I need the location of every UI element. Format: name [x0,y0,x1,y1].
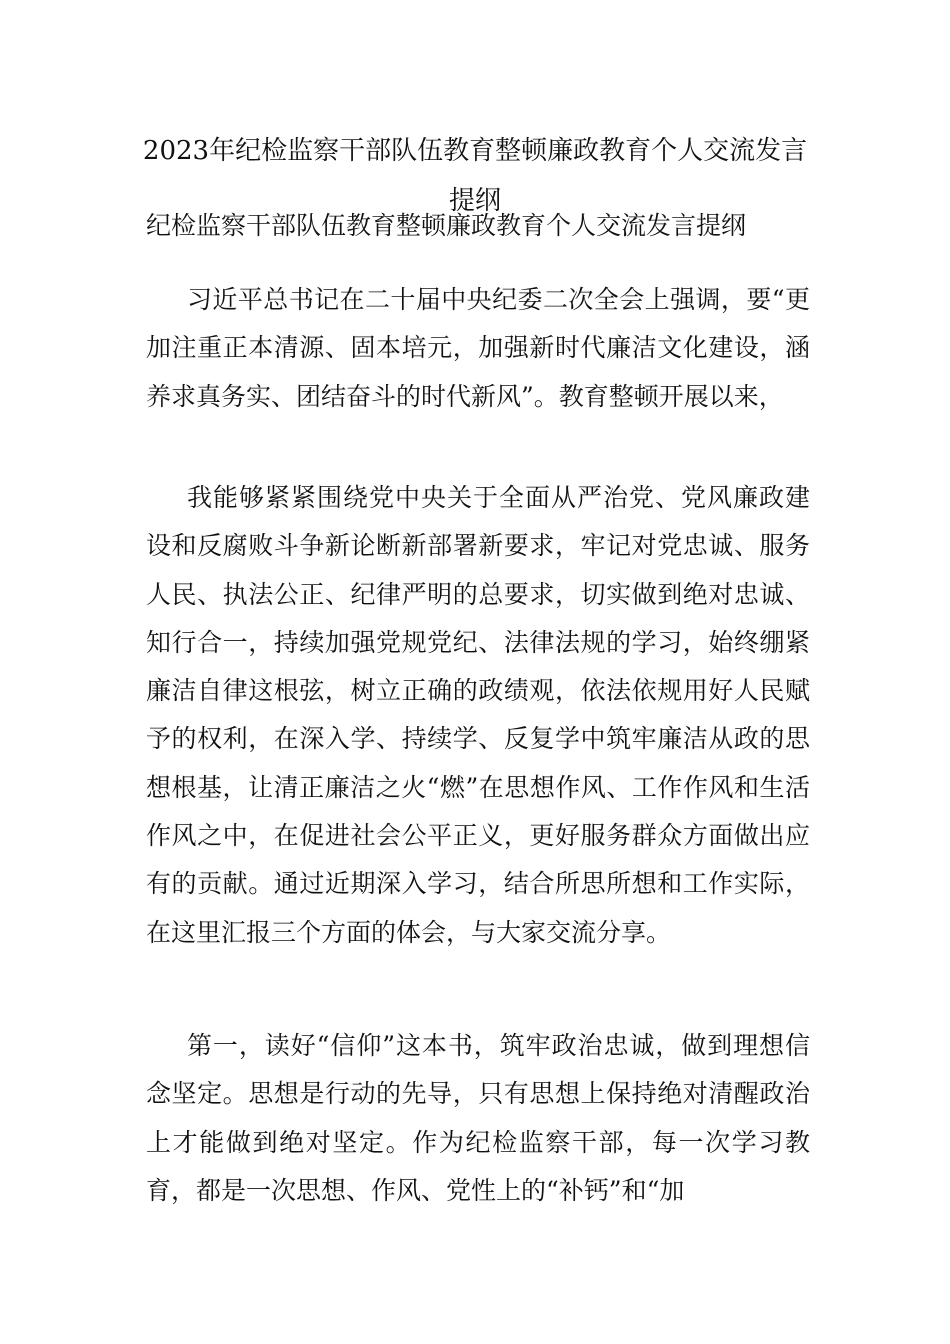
paragraph-first-point: 第一，读好“信仰”这本书，筑牢政治忠诚，做到理想信念坚定。思想是行动的先导，只有思想上保持绝对清醒政治上才能做到绝对坚定。作为纪检监察干部，每一次学习教育，都是一次思想、作风、党性上的“补钙”和“加 [146,1031,810,1205]
document-title-line-2: 提纲 [448,186,501,216]
paragraph-intro: 习近平总书记在二十届中央纪委二次全会上强调，要“更加注重正本清源、固本培元，加强新时代廉洁文化建设，涵养求真务实、团结奋斗的时代新风”。教育整顿开展以来， [146,285,810,411]
paragraph-commitment: 我能够紧紧围绕党中央关于全面从严治党、党风廉政建设和反腐败斗争新论断新部署新要求，牢记对党忠诚、服务人民、执法公正、纪律严明的总要求，切实做到绝对忠诚、知行合一，持续加强党规党纪、法律法规的学习，始终绷紧廉洁自律这根弦，树立正确的政绩观，依法依规用好人民赋予的权利，在深入学、持续学、反复学中筑牢廉洁从政的思想根基，让清正廉洁之火“燃”在思想作风、工作作风和生活作风之中，在促进社会公平正义，更好服务群众方面做出应有的贡献。通过近期深入学习，结合所思所想和工作实际，在这里汇报三个方面的体会，与大家交流分享。 [146,483,810,947]
document-subtitle: 纪检监察干部队伍教育整顿廉政教育个人交流发言提纲 [146,211,747,240]
document-title-line-1: 2023年纪检监察干部队伍教育整顿廉政教育个人交流发言 [142,136,808,166]
